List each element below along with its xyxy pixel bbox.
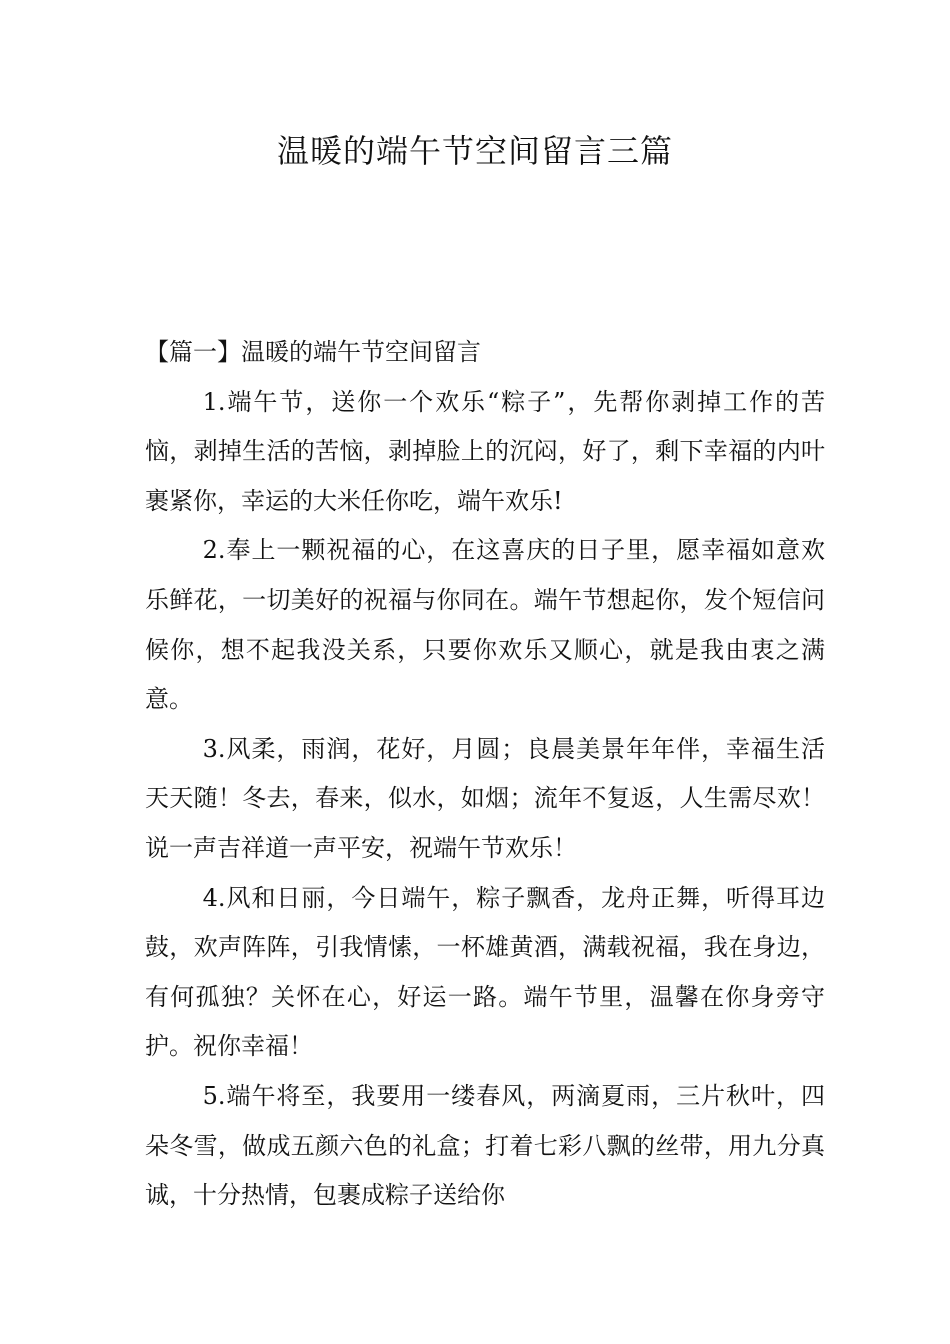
paragraph-4: 4.风和日丽，今日端午，粽子飘香，龙舟正舞，听得耳边鼓，欢声阵阵，引我情愫，一杯雄黄酒，满载祝福，我在身边，有何孤独？关怀在心，好运一路。端午节里，温馨在你身旁守护。祝你幸福！ <box>145 883 825 1061</box>
document-body <box>145 328 825 1221</box>
paragraph-3: 3.风柔，雨润，花好，月圆；良晨美景年年伴，幸福生活天天随！冬去，春来，似水，如烟；流年不复返，人生需尽欢！说一声吉祥道一声平安，祝端午节欢乐！ <box>145 734 825 862</box>
section-heading: 【篇一】温暖的端午节空间留言 <box>145 338 481 366</box>
page-title: 温暖的端午节空间留言三篇 <box>276 132 673 170</box>
paragraph-2: 2.奉上一颗祝福的心，在这喜庆的日子里，愿幸福如意欢乐鲜花，一切美好的祝福与你同在。端午节想起你，发个短信问候你，想不起我没关系，只要你欢乐又顺心，就是我由衷之满意。 <box>145 536 825 714</box>
paragraph-5: 5.端午将至，我要用一缕春风，两滴夏雨，三片秋叶，四朵冬雪，做成五颜六色的礼盒；打着七彩八飘的丝带，用九分真诚，十分热情，包裹成粽子送给你 <box>145 1081 825 1210</box>
paragraph-1: 1.端午节，送你一个欢乐“粽子”，先帮你剥掉工作的苦恼，剥掉生活的苦恼，剥掉脸上的沉闷，好了，剩下幸福的内叶裹紧你，幸运的大米任你吃，端午欢乐! <box>145 387 825 515</box>
